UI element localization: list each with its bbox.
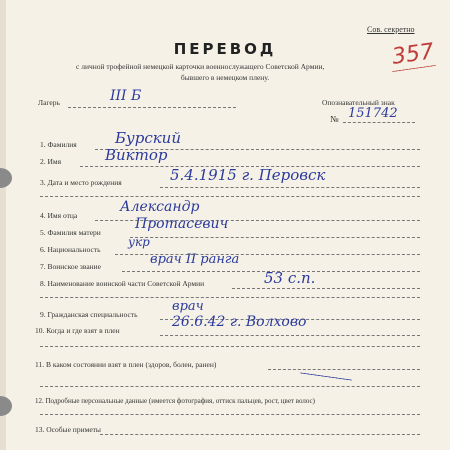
blank-line — [40, 346, 420, 347]
pen-stroke — [300, 372, 352, 380]
field-value-profession: врач — [172, 299, 204, 314]
camp-line — [68, 107, 236, 108]
id-line — [343, 122, 415, 123]
id-label: Опознавательный знак — [322, 98, 395, 107]
field-value-rank: врач II ранга — [150, 252, 240, 267]
field-label-captured: 10. Когда и где взят в плен — [35, 326, 120, 335]
punch-hole — [0, 396, 12, 416]
field-line — [100, 434, 420, 435]
field-label-mother: 5. Фамилия матери — [40, 228, 101, 237]
blank-line — [40, 297, 420, 298]
field-line — [130, 237, 420, 238]
field-value-unit: 53 с.п. — [264, 269, 316, 287]
field-line — [160, 335, 420, 336]
field-label-birth: 3. Дата и место рождения — [40, 178, 122, 187]
paper-edge — [0, 0, 6, 450]
field-value-birth: 5.4.1915 г. Перовск — [170, 166, 326, 184]
handwritten-number: 357 — [390, 39, 436, 70]
field-label-profession: 9. Гражданская специальность — [40, 310, 138, 319]
field-label-features: 13. Особые приметы — [35, 425, 101, 434]
field-label-father: 4. Имя отца — [40, 211, 78, 220]
field-label-surname: 1. Фамилия — [40, 140, 77, 149]
field-label-nationality: 6. Национальность — [40, 245, 101, 254]
id-prefix: № — [330, 114, 339, 124]
document-subtitle-line2: бывшего в немецком плену. — [180, 73, 270, 82]
field-value-father: Александр — [120, 199, 200, 215]
field-label-name: 2. Имя — [40, 157, 62, 166]
field-label-rank: 7. Воинское звание — [40, 262, 102, 271]
field-label-unit: 8. Наименование воинской части Советской Армии — [40, 279, 205, 288]
blank-line — [40, 196, 420, 197]
field-value-nationality: укр — [128, 235, 150, 249]
camp-value: III Б — [110, 88, 142, 104]
field-line — [232, 288, 420, 289]
field-label-condition: 11. В каком состоянии взят в плен (здоров, болен, ранен) — [35, 360, 217, 369]
blank-line — [40, 386, 420, 387]
camp-label: Лагерь — [38, 98, 60, 107]
field-value-mother: Протасевич — [135, 216, 229, 232]
classification-stamp: Сов. секретно — [367, 25, 415, 34]
field-label-personal-data: 12. Подробные персональные данные (имеется фотография, оттиск пальцев, рост, цвет волос) — [35, 397, 315, 405]
punch-hole — [0, 168, 12, 188]
field-value-surname: Бурский — [115, 129, 182, 147]
field-value-name: Виктор — [105, 146, 168, 164]
document-title: ПЕРЕВОД — [173, 40, 277, 58]
field-line — [160, 187, 420, 188]
document-subtitle: с личной трофейной немецкой карточки военнослужащего Советской Армии, — [76, 62, 325, 71]
blank-line — [40, 414, 420, 415]
field-value-captured: 26.6.42 г. Волхово — [172, 314, 307, 330]
field-line — [268, 369, 420, 370]
id-value: 151742 — [348, 106, 398, 121]
